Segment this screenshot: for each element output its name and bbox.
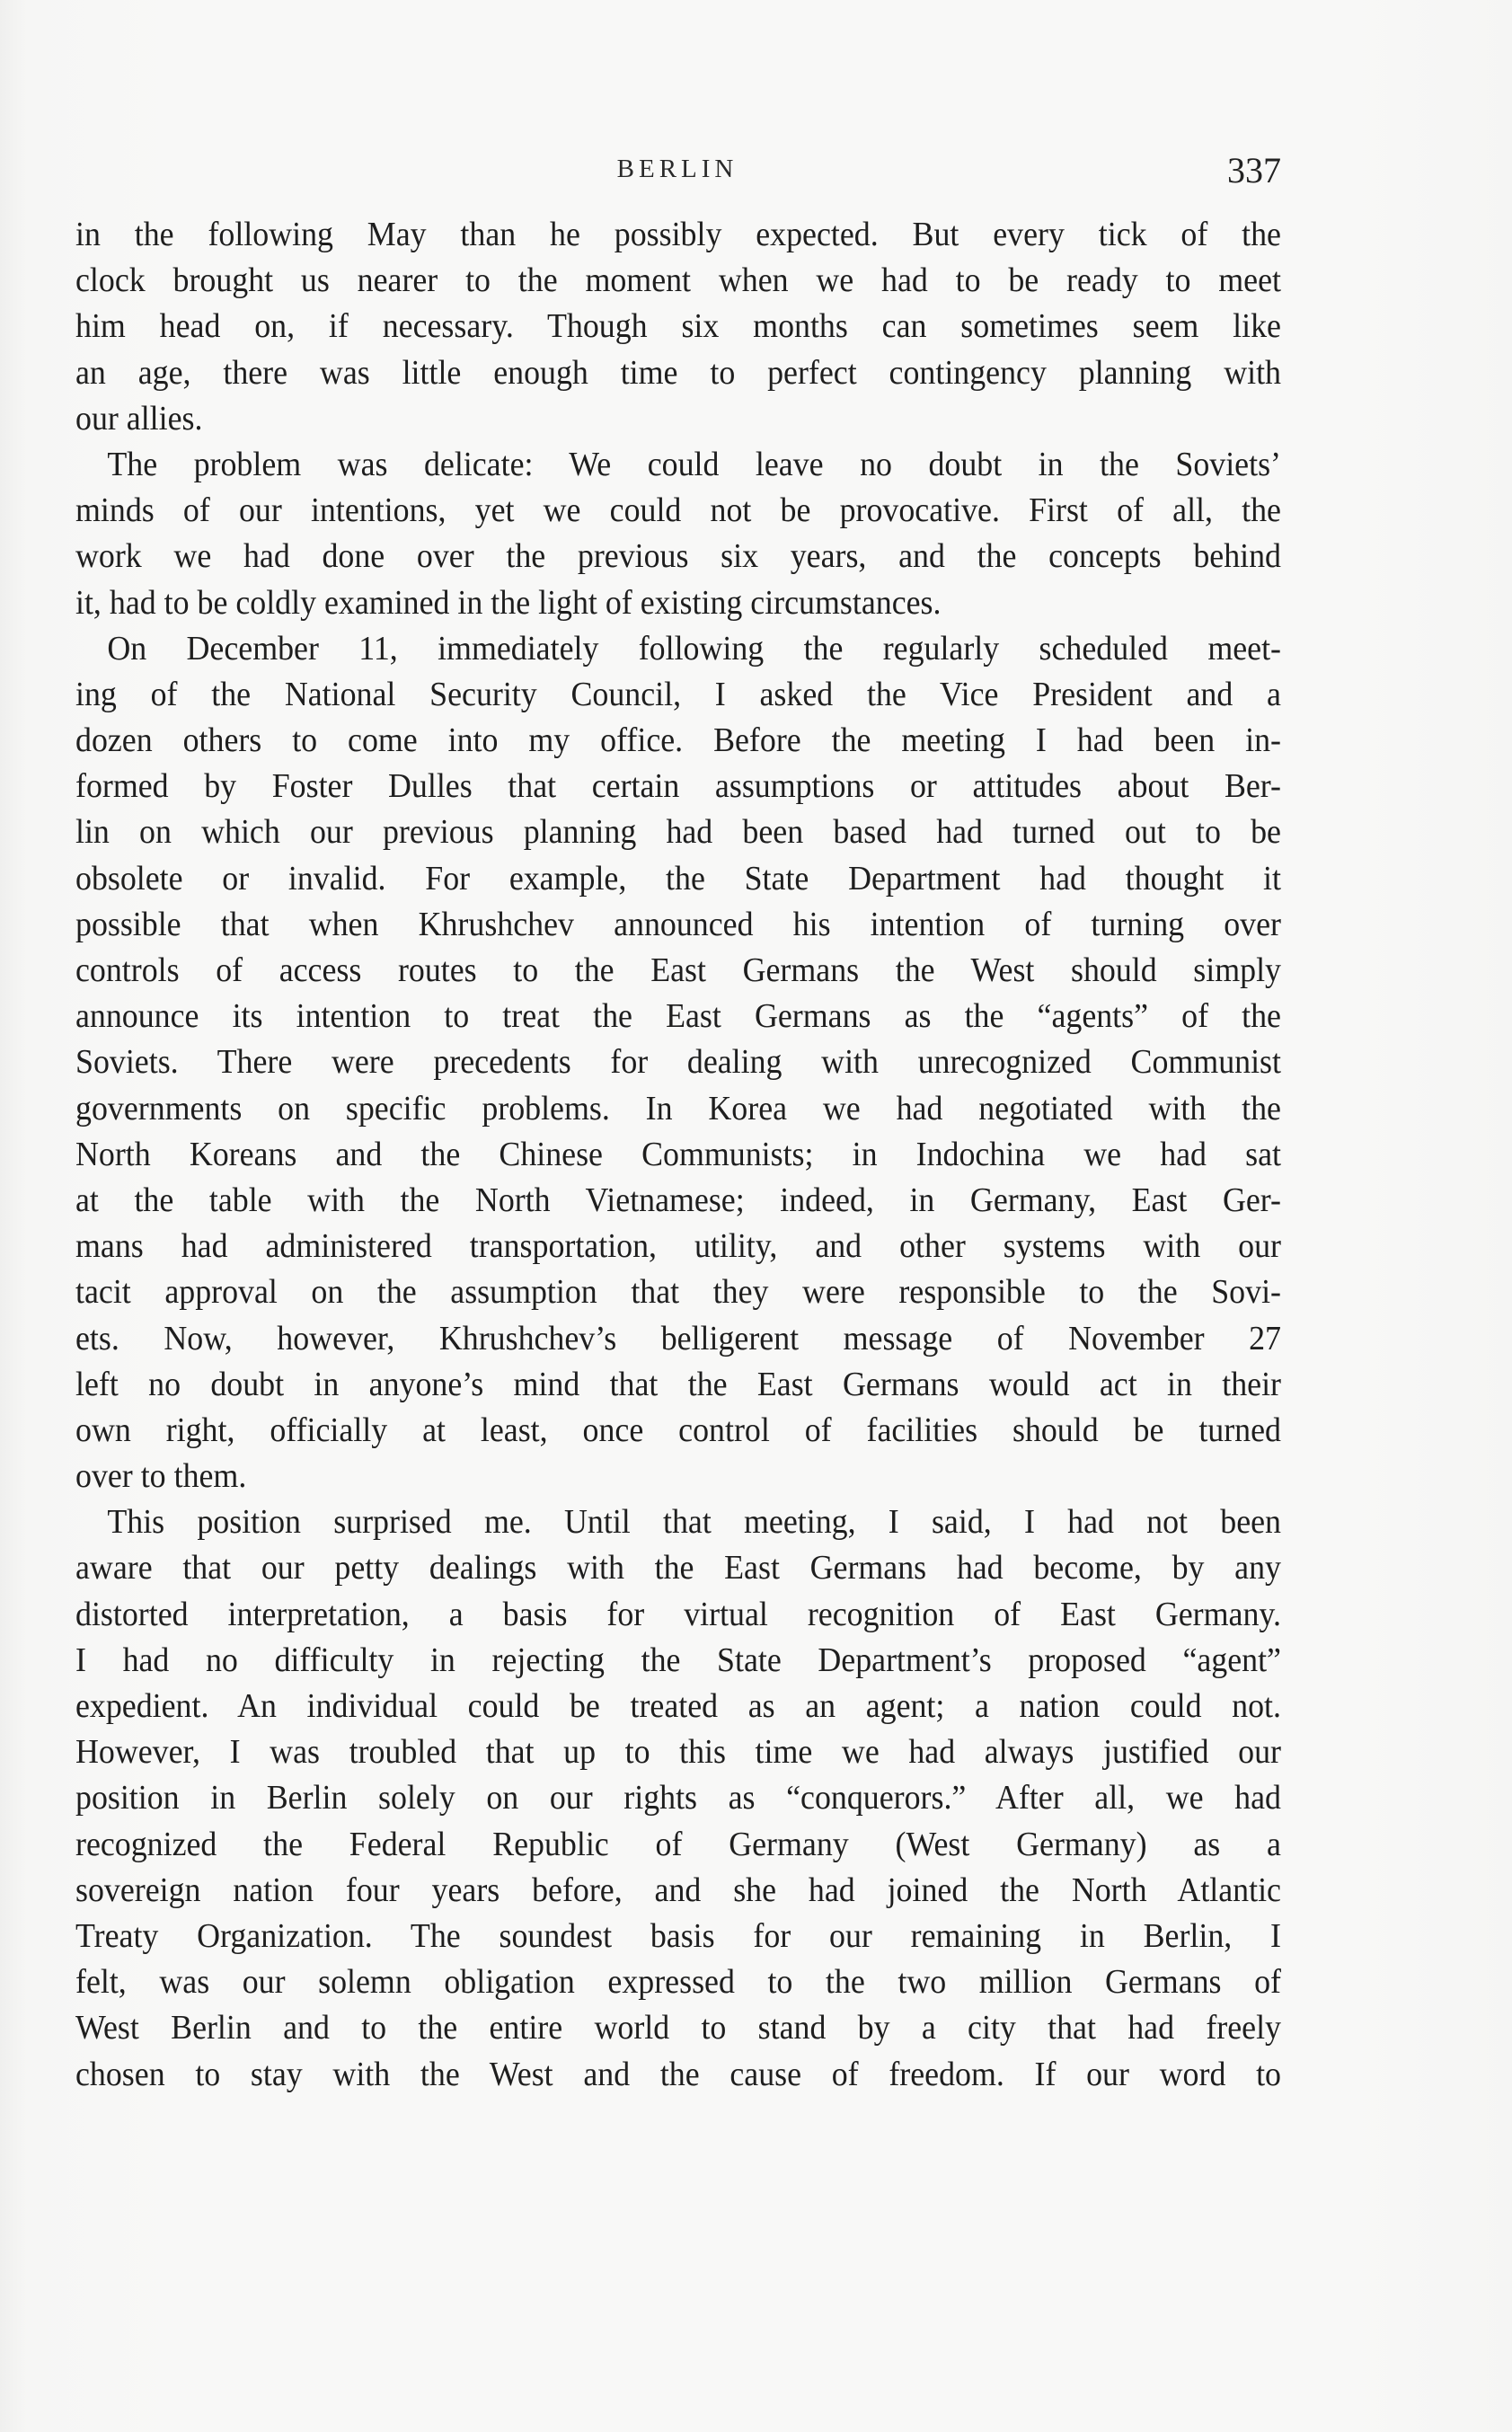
running-head xyxy=(75,151,1279,196)
text-line: left no doubt in anyone’s mind that the East Germans would act in their xyxy=(75,1365,1281,1403)
text-line: Treaty Organization. The soundest basis for our remaining in Berlin, I xyxy=(75,1916,1281,1955)
body-text xyxy=(75,212,1281,2098)
text-line: work we had done over the previous six years, and the concepts behind xyxy=(75,537,1281,576)
text-line: governments on specific problems. In Korea we had negotiated with the xyxy=(75,1089,1281,1128)
text-line: announce its intention to treat the East Germans as the “agents” of the xyxy=(75,997,1281,1036)
text-line: minds of our intentions, yet we could not be provocative. First of all, the xyxy=(75,491,1281,530)
page-number: 337 xyxy=(1227,150,1281,190)
text-line: recognized the Federal Republic of Germany (West Germany) as a xyxy=(75,1825,1281,1863)
text-line: distorted interpretation, a basis for virtual recognition of East Germany. xyxy=(75,1595,1281,1633)
text-line: him head on, if necessary. Though six months can sometimes seem like xyxy=(75,307,1281,346)
text-line: However, I was troubled that up to this time we had always justified our xyxy=(75,1733,1281,1772)
text-line: clock brought us nearer to the moment when we had to be ready to meet xyxy=(75,261,1281,300)
text-line: The problem was delicate: We could leave no doubt in the Soviets’ xyxy=(107,445,1281,483)
text-line: dozen others to come into my office. Before the meeting I had been in- xyxy=(75,721,1281,760)
text-line: West Berlin and to the entire world to stand by a city that had freely xyxy=(75,2009,1281,2047)
text-line: ets. Now, however, Khrushchev’s belligerent message of November 27 xyxy=(75,1319,1281,1357)
text-line: at the table with the North Vietnamese; indeed, in Germany, East Ger- xyxy=(75,1181,1281,1219)
text-line: it, had to be coldly examined in the light of existing circumstances. xyxy=(75,583,942,622)
text-line: ing of the National Security Council, I asked the Vice President and a xyxy=(75,675,1281,713)
paragraph xyxy=(75,1499,1281,2097)
text-line: formed by Foster Dulles that certain assumptions or attitudes about Ber- xyxy=(75,767,1281,806)
text-line: obsolete or invalid. For example, the State Department had thought it xyxy=(75,859,1281,898)
paragraph xyxy=(75,212,1281,442)
text-line: expedient. An individual could be treated as an agent; a nation could not. xyxy=(75,1687,1281,1725)
text-line: lin on which our previous planning had been based had turned out to be xyxy=(75,813,1281,852)
text-line: over to them. xyxy=(75,1457,247,1496)
text-line: aware that our petty dealings with the East Germans had become, by any xyxy=(75,1549,1281,1587)
text-line: own right, officially at least, once control of facilities should be turned xyxy=(75,1411,1281,1449)
text-line: chosen to stay with the West and the cause of freedom. If our word to xyxy=(75,2055,1281,2093)
text-line: This position surprised me. Until that meeting, I said, I had not been xyxy=(107,1503,1281,1542)
text-line: an age, there was little enough time to perfect contingency planning with xyxy=(75,353,1281,392)
paragraph xyxy=(75,442,1281,626)
chapter-title: BERLIN xyxy=(616,155,738,183)
text-line: North Koreans and the Chinese Communists; in Indochina we had sat xyxy=(75,1135,1281,1173)
paragraph xyxy=(75,626,1281,1500)
text-line: I had no difficulty in rejecting the State Department’s proposed “agent” xyxy=(75,1640,1281,1679)
text-line: tacit approval on the assumption that they were responsible to the Sovi- xyxy=(75,1273,1281,1312)
text-line: in the following May than he possibly expected. But every tick of the xyxy=(75,216,1281,253)
text-line: position in Berlin solely on our rights as “conquerors.” After all, we had xyxy=(75,1779,1281,1817)
text-line: Soviets. There were precedents for dealing with unrecognized Communist xyxy=(75,1043,1281,1082)
text-line: mans had administered transportation, utility, and other systems with our xyxy=(75,1227,1281,1266)
text-line: our allies. xyxy=(75,399,203,438)
text-line: felt, was our solemn obligation expressed to the two million Germans of xyxy=(75,1963,1281,2002)
text-line: possible that when Khrushchev announced his intention of turning over xyxy=(75,905,1281,943)
text-line: sovereign nation four years before, and she had joined the North Atlantic xyxy=(75,1870,1281,1909)
text-line: On December 11, immediately following the regularly scheduled meet- xyxy=(107,629,1281,668)
text-line: controls of access routes to the East Germans the West should simply xyxy=(75,951,1281,989)
